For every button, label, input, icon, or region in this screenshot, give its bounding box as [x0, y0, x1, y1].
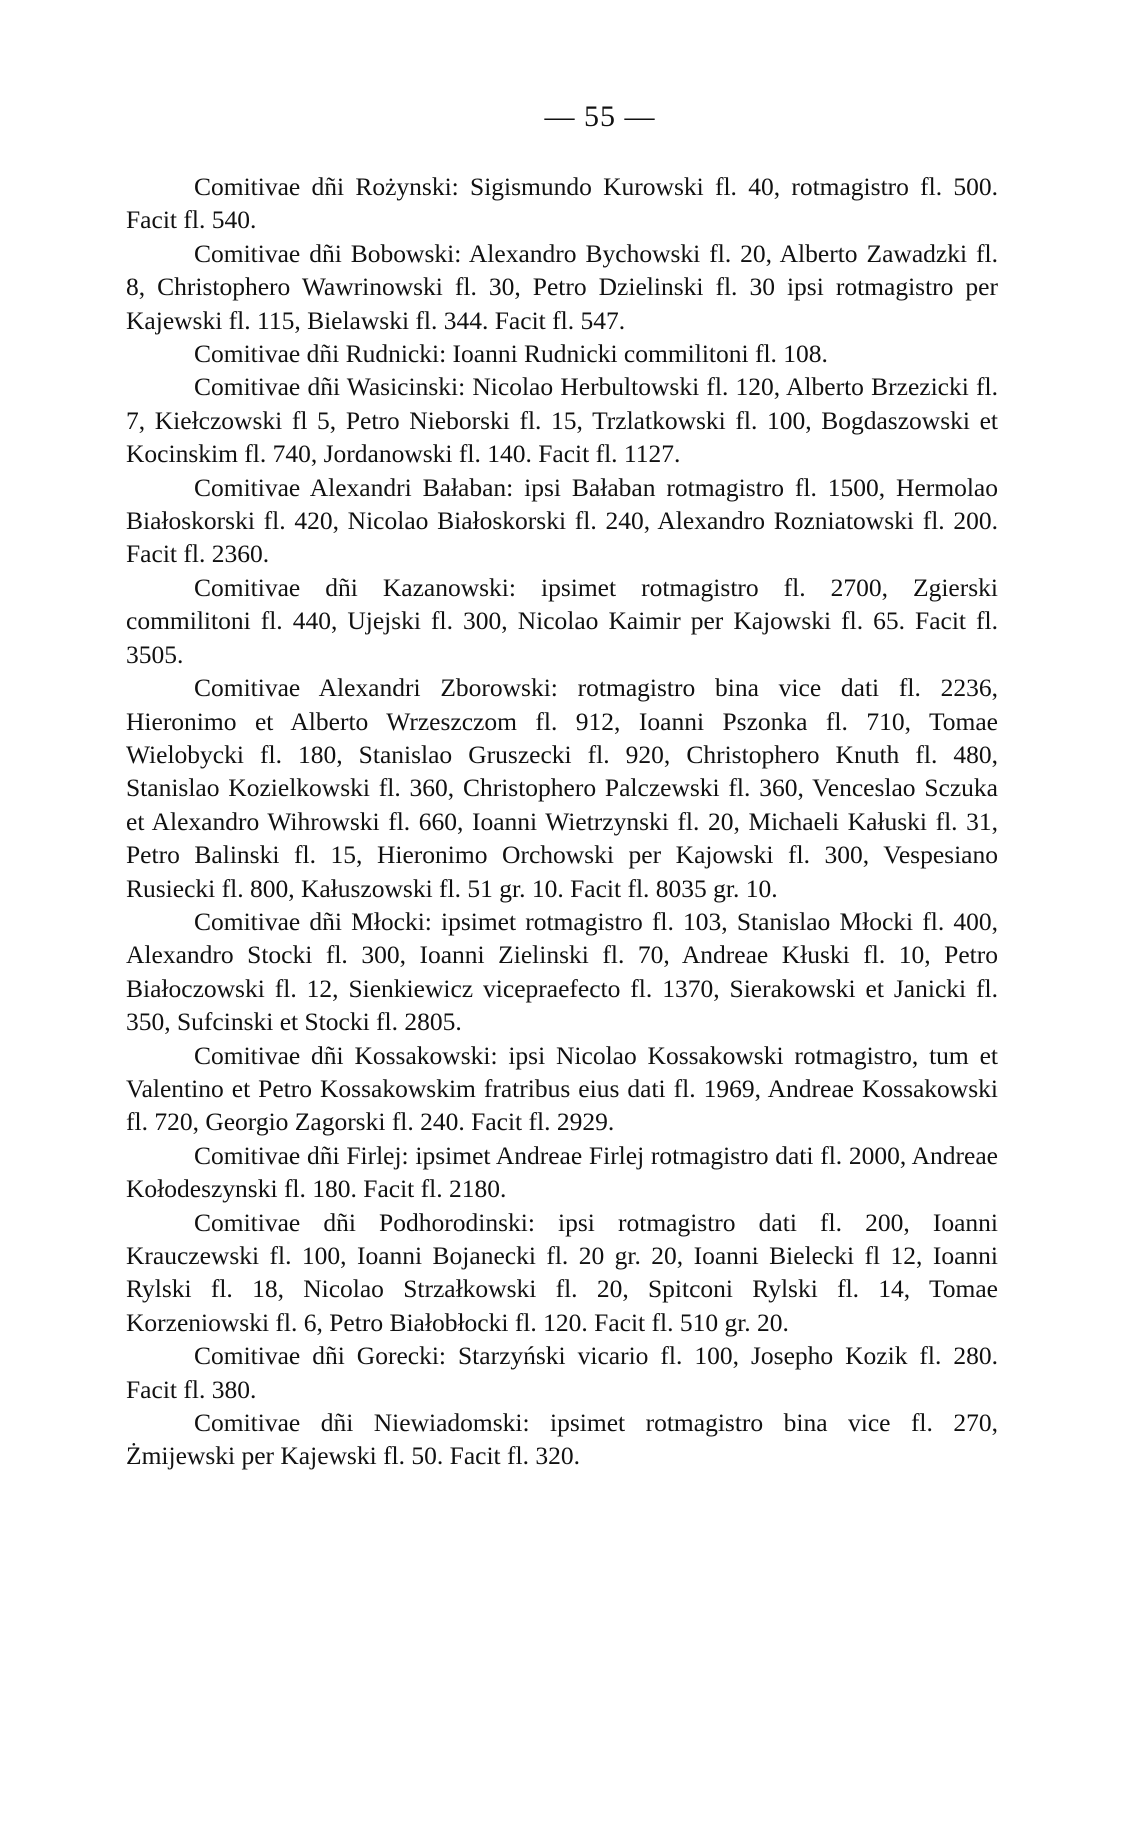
paragraph: Comitivae Alexandri Bałaban: ipsi Bałaban rotmagistro fl. 1500, Hermolao Białoskorski fl. 420, Nicolao Białoskorski fl. 240, Alexandro Rozniatowski fl. 200. Facit fl. 2360.	[126, 472, 998, 569]
paragraph: Comitivae dñi Niewiadomski: ipsimet rotmagistro bina vice fl. 270, Żmijewski per Kajewski fl. 50. Facit fl. 320.	[126, 1408, 998, 1471]
paragraph: Comitivae dñi Podhorodinski: ipsi rotmagistro dati fl. 200, Ioanni Krauczewski fl. 100, Ioanni Bojanecki fl. 20 gr. 20, Ioanni Bielecki fl 12, Ioanni Rylski fl. 18, Nicolao Strzałkowski fl. 20, Spitconi Rylski fl. 14, Tomae Korzeniowski fl. 6, Petro Białobłocki fl. 120. Facit fl. 510 gr. 20.	[126, 1207, 998, 1337]
page-number: — 55 —	[544, 100, 656, 133]
paragraph: Comitivae dñi Kossakowski: ipsi Nicolao Kossakowski rotmagistro, tum et Valentino et Petro Kossakowskim fratribus eius dati fl. 1969, Andreae Kossakowski fl. 720, Georgio Zagorski fl. 240. Facit fl. 2929.	[126, 1040, 998, 1137]
paragraph: Comitivae Alexandri Zborowski: rotmagistro bina vice dati fl. 2236, Hieronimo et Alberto Wrzeszczom fl. 912, Ioanni Pszonka fl. 710, Tomae Wielobycki fl. 180, Stanislao Gruszecki fl. 920, Christophero Knuth fl. 480, Stanislao Kozielkowski fl. 360, Christophero Palczewski fl. 360, Venceslao Sczuka et Alexandro Wihrowski fl. 660, Ioanni Wietrzynski fl. 20, Michaeli Kałuski fl. 31, Petro Balinski fl. 15, Hieronimo Orchowski per Kajowski fl. 300, Vespesiano Rusiecki fl. 800, Kałuszowski fl. 51 gr. 10. Facit fl. 8035 gr. 10.	[126, 673, 998, 903]
paragraph: Comitivae dñi Bobowski: Alexandro Bychowski fl. 20, Alberto Zawadzki fl. 8, Christophero Wawrinowski fl. 30, Petro Dzielinski fl. 30 ipsi rotmagistro per Kajewski fl. 115, Bielawski fl. 344. Facit fl. 547.	[126, 238, 998, 335]
text-block	[126, 170, 998, 1473]
paragraph: Comitivae dñi Firlej: ipsimet Andreae Firlej rotmagistro dati fl. 2000, Andreae Kołodeszynski fl. 180. Facit fl. 2180.	[126, 1140, 998, 1204]
paragraph: Comitivae dñi Wasicinski: Nicolao Herbultowski fl. 120, Alberto Brzezicki fl. 7, Kiełczowski fl 5, Petro Nieborski fl. 15, Trzlatkowski fl. 100, Bogdaszowski et Kocinskim fl. 740, Jordanowski fl. 140. Facit fl. 1127.	[126, 372, 998, 469]
paragraph: Comitivae dñi Rożynski: Sigismundo Kurowski fl. 40, rotmagistro fl. 500. Facit fl. 540.	[126, 172, 998, 235]
paragraph: Comitivae dñi Młocki: ipsimet rotmagistro fl. 103, Stanislao Młocki fl. 400, Alexandro Stocki fl. 300, Ioanni Zielinski fl. 70, Andreae Kłuski fl. 10, Petro Białoczowski fl. 12, Sienkiewicz vicepraefecto fl. 1370, Sierakowski et Janicki fl. 350, Sufcinski et Stocki fl. 2805.	[126, 906, 998, 1037]
paragraph: Comitivae dñi Kazanowski: ipsimet rotmagistro fl. 2700, Zgierski commilitoni fl. 440, Ujejski fl. 300, Nicolao Kaimir per Kajowski fl. 65. Facit fl. 3505.	[126, 572, 998, 669]
paragraph: Comitivae dñi Rudnicki: Ioanni Rudnicki commilitoni fl. 108.	[194, 339, 828, 369]
paragraph: Comitivae dñi Gorecki: Starzyński vicario fl. 100, Josepho Kozik fl. 280. Facit fl. 380.	[126, 1341, 998, 1404]
